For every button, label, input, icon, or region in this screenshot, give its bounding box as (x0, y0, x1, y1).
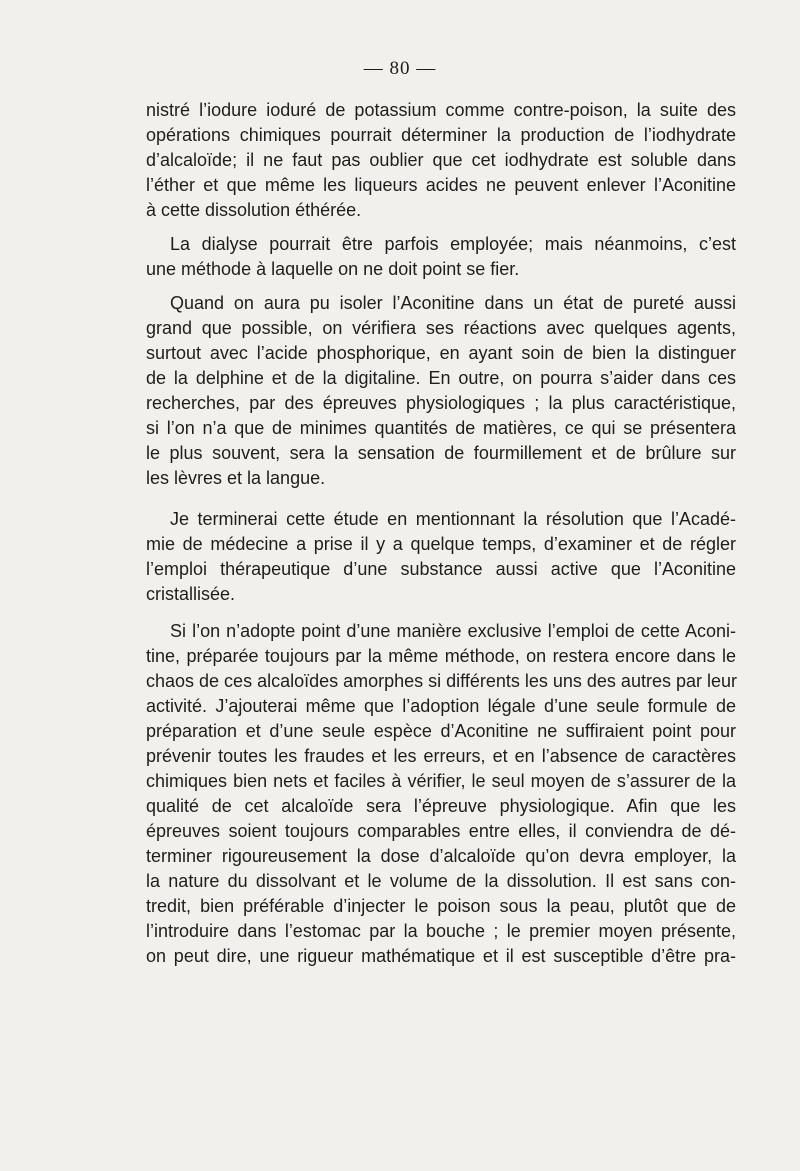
text-line: la nature du dissolvant et le volume de la dissolution. Il est sans con- (146, 871, 736, 891)
text-line: recherches, par des épreuves physiologiques ; la plus caractéristique, (146, 393, 736, 413)
text-line: mie de médecine a prise il y a quelque temps, d’examiner et de régler (146, 534, 736, 554)
text-line: à cette dissolution éthérée. (146, 200, 362, 220)
text-line: une méthode à laquelle on ne doit point se fier. (146, 259, 520, 279)
text-line: qualité de cet alcaloïde sera l’épreuve physiologique. Afin que les (146, 796, 736, 816)
text-line: surtout avec l’acide phosphorique, en ayant soin de bien la distinguer (146, 343, 736, 363)
text-line: on peut dire, une rigueur mathématique et il est susceptible d’être pra- (146, 946, 736, 966)
text-line: Je terminerai cette étude en mentionnant la résolution que l’Acadé- (170, 509, 736, 529)
text-line: épreuves soient toujours comparables entre elles, il conviendra de dé- (146, 821, 736, 841)
text-line: l’introduire dans l’estomac par la bouche ; le premier moyen présente, (146, 921, 736, 941)
text-line: cristallisée. (146, 584, 236, 604)
text-line: le plus souvent, sera la sensation de fourmillement et de brûlure sur (146, 443, 736, 463)
text-line: Si l’on n’adopte point d’une manière exclusive l’emploi de cette Aconi- (170, 621, 736, 641)
text-line: d’alcaloïde; il ne faut pas oublier que cet iodhydrate est soluble dans (146, 150, 736, 170)
text-line: Quand on aura pu isoler l’Aconitine dans un état de pureté aussi (170, 293, 736, 313)
text-line: prévenir toutes les fraudes et les erreurs, et en l’absence de caractères (146, 746, 736, 766)
text-line: l’emploi thérapeutique d’une substance aussi active que l’Aconitine (146, 559, 736, 579)
text-line: si l’on n’a que de minimes quantités de matières, ce qui se présentera (146, 418, 736, 438)
page-number: — 80 — (363, 58, 437, 79)
text-line: terminer rigoureusement la dose d’alcaloïde qu’on devra employer, la (146, 846, 736, 866)
text-line: tine, préparée toujours par la même méthode, on restera encore dans le (146, 646, 736, 666)
text-line: les lèvres et la langue. (146, 468, 326, 488)
text-line: opérations chimiques pourrait déterminer la production de l’iodhydrate (146, 125, 736, 145)
text-line: tredit, bien préférable d’injecter le poison sous la peau, plutôt que de (146, 896, 736, 916)
text-line: de la delphine et de la digitaline. En outre, on pourra s’aider dans ces (146, 368, 736, 388)
text-line: La dialyse pourrait être parfois employée; mais néanmoins, c’est (170, 234, 736, 254)
text-line: activité. J’ajouterai même que l’adoption légale d’une seule formule de (146, 696, 736, 716)
text-line: grand que possible, on vérifiera ses réactions avec quelques agents, (146, 318, 736, 338)
text-line: préparation et d’une seule espèce d’Aconitine ne suffiraient point pour (146, 721, 736, 741)
text-line: chimiques bien nets et faciles à vérifier, le seul moyen de s’assurer de la (146, 771, 736, 791)
text-line: nistré l’iodure ioduré de potassium comme contre-poison, la suite des (146, 100, 736, 120)
text-line: chaos de ces alcaloïdes amorphes si différents les uns des autres par leur (146, 671, 737, 691)
text-line: l’éther et que même les liqueurs acides ne peuvent enlever l’Aconitine (146, 175, 736, 195)
